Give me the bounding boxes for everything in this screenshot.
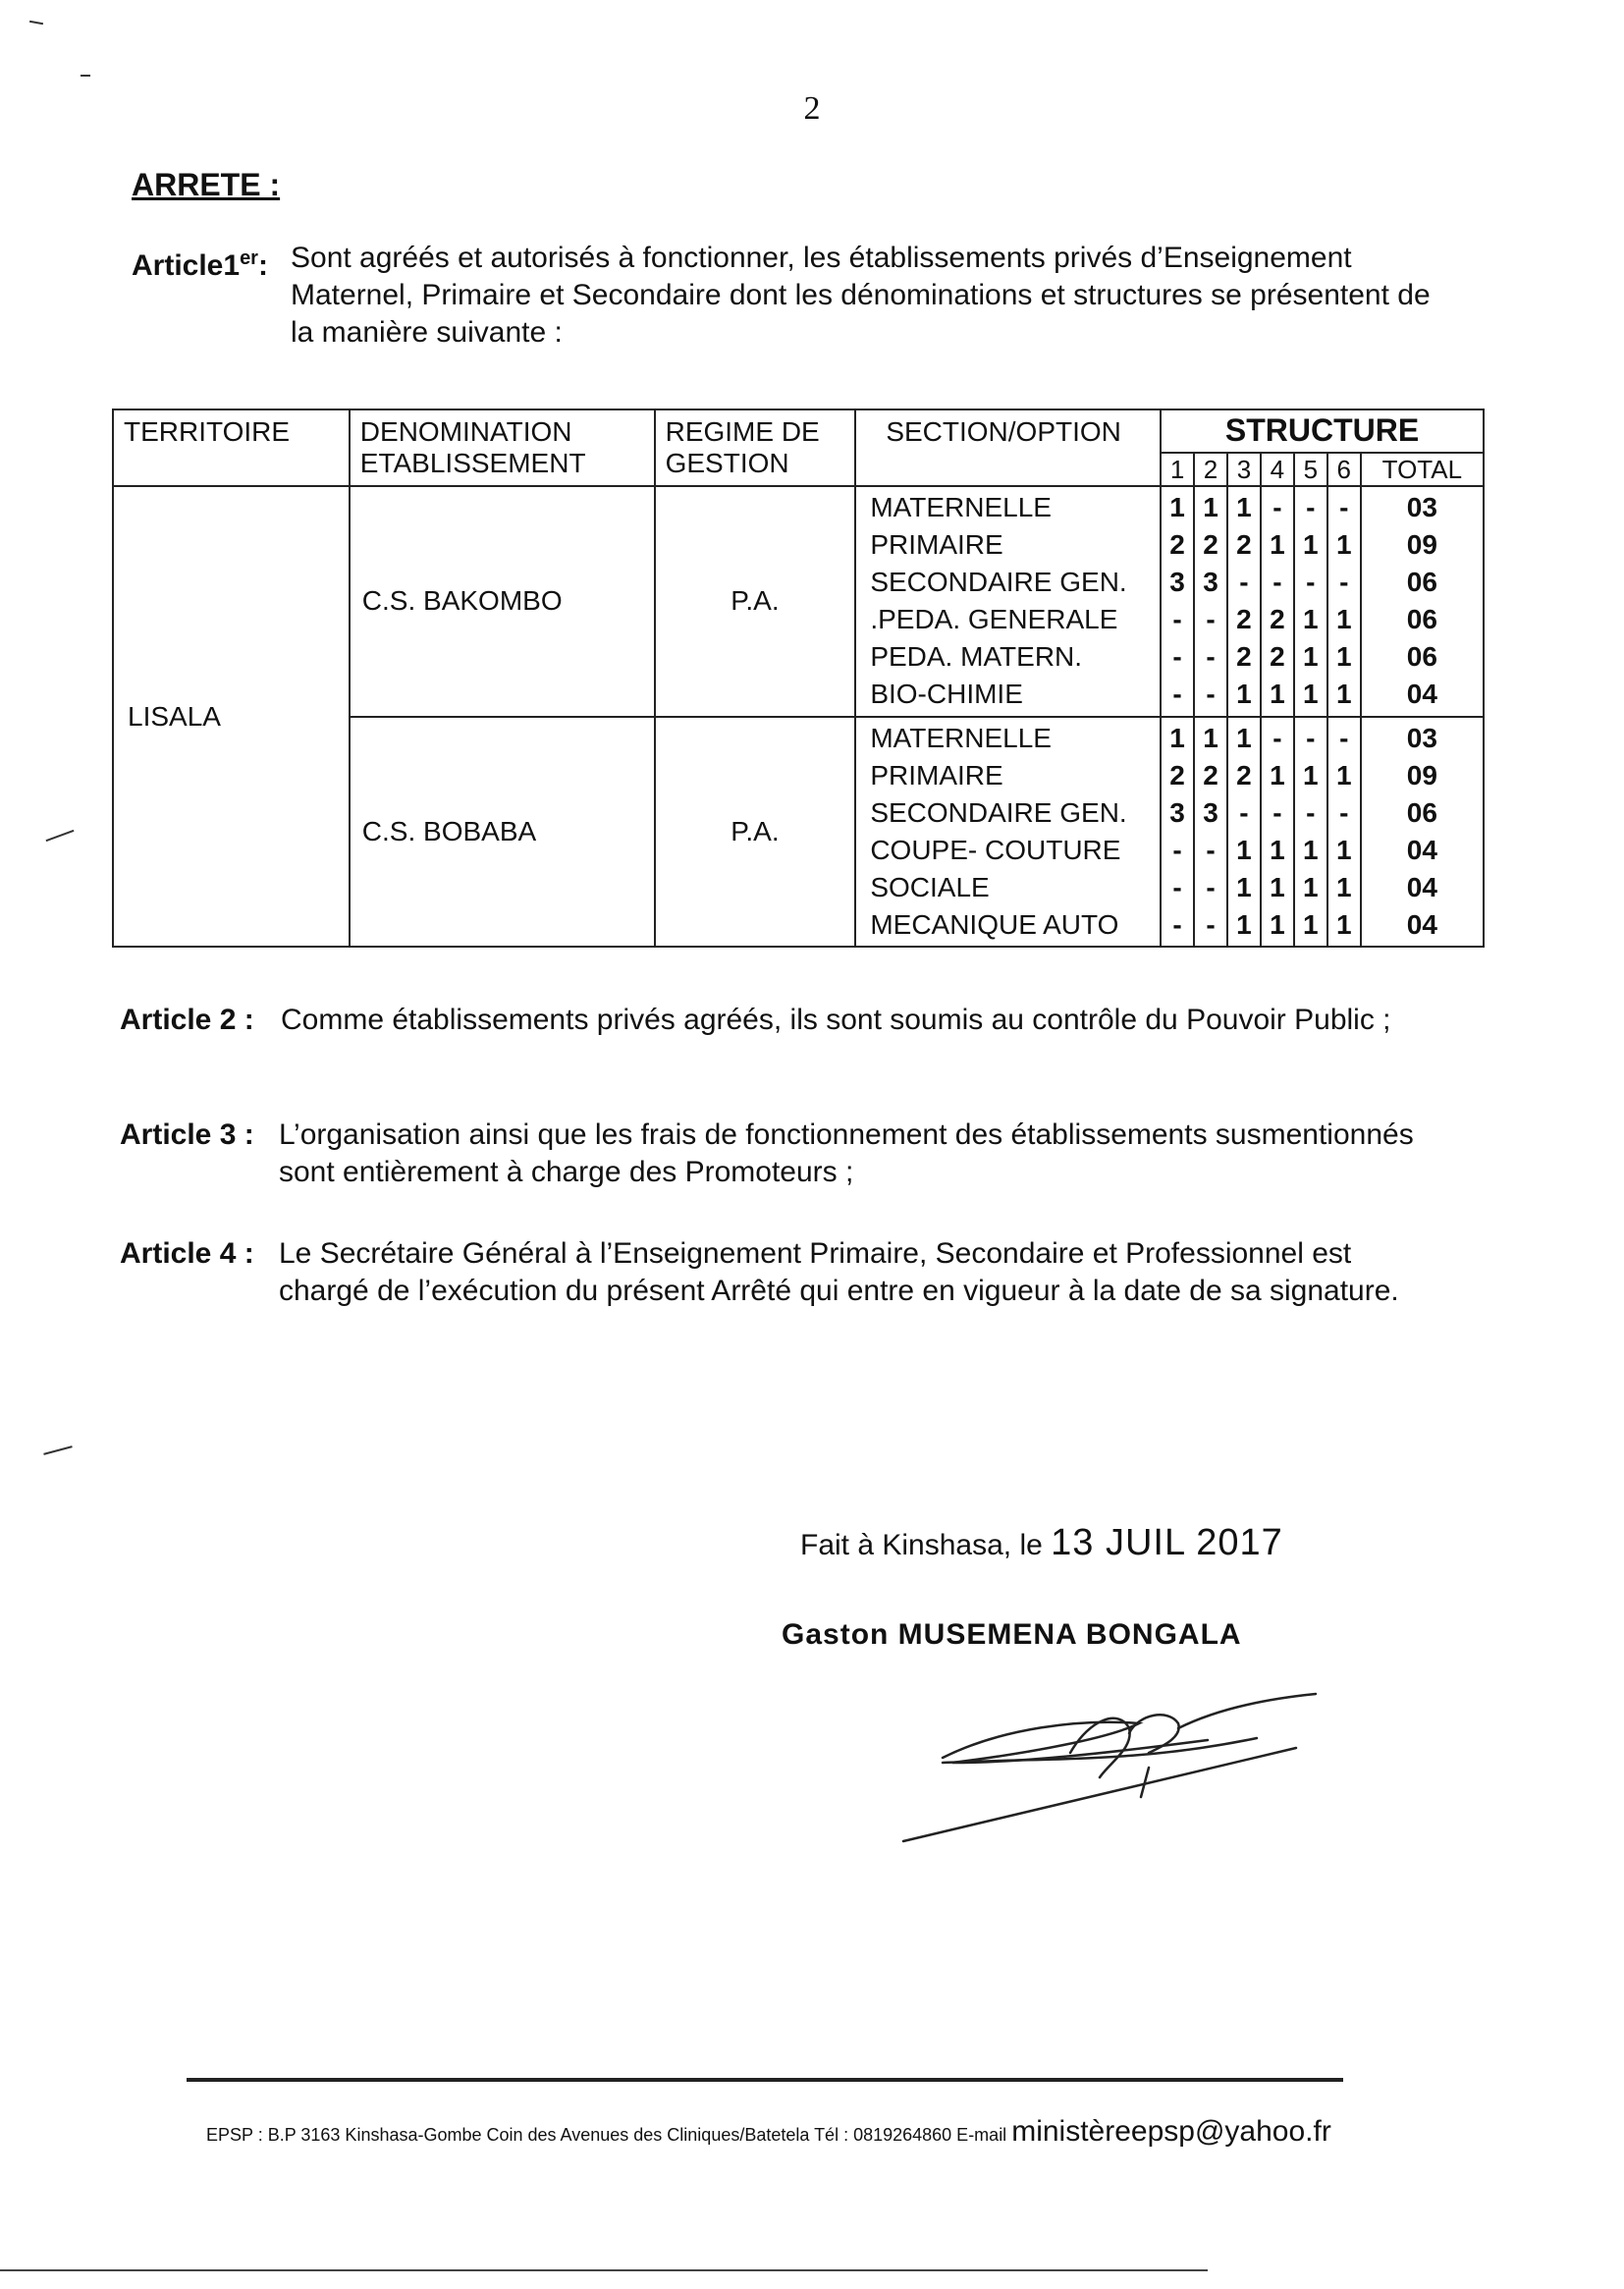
year-value: 1 — [1236, 679, 1252, 709]
year-value: 1 — [1203, 722, 1218, 753]
year-value: 3 — [1203, 567, 1218, 597]
option-label: MATERNELLE — [870, 492, 1052, 522]
year-column — [1194, 486, 1227, 717]
year-value: 1 — [1270, 759, 1285, 790]
page-number: 2 — [803, 90, 821, 127]
scan-mark — [29, 21, 43, 25]
year-value: 2 — [1236, 759, 1252, 790]
year-value: - — [1206, 679, 1216, 709]
year-value: 1 — [1270, 679, 1285, 709]
scan-mark — [81, 75, 90, 77]
article-1-label: Article1er: — [132, 247, 268, 282]
year-value: - — [1206, 604, 1216, 634]
year-value: - — [1272, 722, 1282, 753]
year-value: - — [1172, 871, 1182, 902]
year-value: - — [1339, 567, 1349, 597]
year-value: 2 — [1270, 604, 1285, 634]
year-value: - — [1306, 567, 1316, 597]
header-structure: STRUCTURE — [1161, 409, 1484, 453]
total-value: 04 — [1406, 908, 1437, 940]
place-date — [800, 1522, 1283, 1564]
year-value: 1 — [1303, 908, 1319, 940]
year-value: - — [1239, 567, 1249, 597]
total-value: 06 — [1406, 567, 1437, 597]
year-value: - — [1206, 908, 1216, 940]
option-label: COUPE- COUTURE — [870, 834, 1121, 865]
year-value: - — [1306, 492, 1316, 522]
year-column — [1261, 486, 1294, 717]
article-1-text: Sont agréés et autorisés à fonctionner, les établissements privés d’Enseignement Maternel, Primaire et Secondaire dont les dénominations et structures se présentent de la manière suivante : — [291, 242, 1431, 349]
year-value: 1 — [1169, 722, 1185, 753]
total-value: 03 — [1406, 722, 1437, 753]
year-value: 1 — [1335, 679, 1352, 709]
article-2-text: Comme établissements privés agréés, ils sont soumis au contrôle du Pouvoir Public ; — [281, 1004, 1391, 1036]
year-value: 1 — [1303, 604, 1319, 634]
total-value: 04 — [1406, 679, 1437, 709]
total-value: 03 — [1406, 492, 1437, 522]
total-value: 06 — [1406, 641, 1437, 672]
year-value: 1 — [1203, 492, 1218, 522]
year-value: 2 — [1169, 529, 1185, 560]
year-value: 1 — [1270, 834, 1285, 865]
option-label: PRIMAIRE — [870, 759, 1003, 790]
option-label: SECONDAIRE GEN. — [870, 567, 1127, 597]
total-value: 06 — [1406, 796, 1437, 828]
year-value: 1 — [1236, 908, 1252, 940]
year-column — [1327, 717, 1361, 948]
territory-cell: LISALA — [113, 486, 350, 947]
option-label: PRIMAIRE — [870, 529, 1003, 560]
year-column — [1227, 486, 1261, 717]
year-value: - — [1339, 492, 1349, 522]
year-value: 2 — [1270, 641, 1285, 672]
article-3-label: Article 3 : — [120, 1118, 254, 1151]
year-value: 1 — [1335, 759, 1352, 790]
header-year-4: 4 — [1261, 453, 1294, 486]
year-value: 1 — [1270, 871, 1285, 902]
option-label: MATERNELLE — [870, 722, 1052, 753]
year-value: 2 — [1169, 759, 1185, 790]
year-column — [1161, 486, 1194, 717]
structure-table — [112, 409, 1485, 948]
year-value: - — [1306, 796, 1316, 828]
year-value: 1 — [1335, 604, 1352, 634]
total-value: 09 — [1406, 529, 1437, 560]
footer-email: ministèreepsp@yahoo.fr — [1011, 2115, 1331, 2148]
place-prefix: Fait à Kinshasa, le — [800, 1529, 1043, 1561]
year-value: 3 — [1169, 567, 1185, 597]
option-label: SOCIALE — [870, 871, 990, 902]
header-total: TOTAL — [1361, 453, 1484, 486]
footer-address — [206, 2115, 1331, 2149]
option-label: SECONDAIRE GEN. — [870, 796, 1127, 828]
scan-mark — [43, 1445, 72, 1455]
year-value: - — [1272, 796, 1282, 828]
year-value: 2 — [1203, 529, 1218, 560]
year-value: 1 — [1236, 722, 1252, 753]
year-value: - — [1172, 908, 1182, 940]
school-name: C.S. BAKOMBO — [350, 486, 655, 717]
school-regime: P.A. — [655, 717, 856, 948]
year-value: 2 — [1236, 529, 1252, 560]
year-value: 1 — [1335, 908, 1352, 940]
total-value: 09 — [1406, 759, 1437, 790]
year-column — [1327, 486, 1361, 717]
year-value: 2 — [1236, 604, 1252, 634]
year-column — [1294, 717, 1327, 948]
year-value: 3 — [1169, 796, 1185, 828]
signatory-name: Gaston MUSEMENA BONGALA — [782, 1618, 1242, 1651]
year-value: 3 — [1203, 796, 1218, 828]
total-value: 04 — [1406, 834, 1437, 865]
year-value: - — [1206, 871, 1216, 902]
header-denomination: DENOMINATION ETABLISSEMENT — [350, 409, 655, 486]
total-column — [1361, 486, 1484, 717]
year-value: 1 — [1335, 871, 1352, 902]
year-value: 2 — [1236, 641, 1252, 672]
year-value: 1 — [1270, 908, 1285, 940]
year-value: 1 — [1335, 641, 1352, 672]
year-column — [1261, 717, 1294, 948]
year-value: 1 — [1303, 759, 1319, 790]
year-value: 1 — [1303, 641, 1319, 672]
year-value: - — [1172, 604, 1182, 634]
year-value: 1 — [1236, 871, 1252, 902]
signature-date: 13 JUIL 2017 — [1051, 1522, 1283, 1563]
header-year-5: 5 — [1294, 453, 1327, 486]
year-value: - — [1206, 834, 1216, 865]
year-value: 1 — [1303, 834, 1319, 865]
year-column — [1227, 717, 1261, 948]
header-year-1: 1 — [1161, 453, 1194, 486]
footer-address-text: EPSP : B.P 3163 Kinshasa-Gombe Coin des Avenues des Cliniques/Batetela Tél : 0819264860 E-mail — [206, 2125, 1007, 2145]
year-column — [1194, 717, 1227, 948]
year-value: 1 — [1335, 834, 1352, 865]
article-4-label: Article 4 : — [120, 1237, 254, 1270]
article-2-label: Article 2 : — [120, 1004, 254, 1036]
year-value: 1 — [1236, 834, 1252, 865]
year-value: - — [1339, 796, 1349, 828]
option-list — [855, 717, 1161, 948]
year-value: - — [1172, 834, 1182, 865]
year-value: 1 — [1236, 492, 1252, 522]
header-year-3: 3 — [1227, 453, 1261, 486]
option-label: MECANIQUE AUTO — [870, 908, 1119, 940]
total-value: 06 — [1406, 604, 1437, 634]
school-row — [113, 486, 1484, 717]
header-regime: REGIME DE GESTION — [655, 409, 856, 486]
year-column — [1294, 486, 1327, 717]
total-column — [1361, 717, 1484, 948]
year-value: - — [1272, 492, 1282, 522]
year-value: 1 — [1169, 492, 1185, 522]
header-territory: TERRITOIRE — [113, 409, 350, 486]
year-value: - — [1206, 641, 1216, 672]
year-column — [1161, 717, 1194, 948]
year-value: 1 — [1335, 529, 1352, 560]
header-section: SECTION/OPTION — [855, 409, 1161, 486]
school-regime: P.A. — [655, 486, 856, 717]
scan-mark — [46, 830, 75, 842]
year-value: - — [1172, 641, 1182, 672]
year-value: 1 — [1303, 679, 1319, 709]
arrete-heading: ARRETE : — [132, 167, 281, 202]
option-label: PEDA. MATERN. — [870, 641, 1083, 672]
year-value: 1 — [1270, 529, 1285, 560]
year-value: 1 — [1303, 871, 1319, 902]
option-list — [855, 486, 1161, 717]
header-year-2: 2 — [1194, 453, 1227, 486]
header-year-6: 6 — [1327, 453, 1361, 486]
year-value: - — [1172, 679, 1182, 709]
footer-rule — [187, 2078, 1343, 2082]
option-label: BIO-CHIMIE — [870, 679, 1023, 709]
total-value: 04 — [1406, 871, 1437, 902]
option-label: .PEDA. GENERALE — [870, 604, 1118, 634]
school-name: C.S. BOBABA — [350, 717, 655, 948]
article-4-text: Le Secrétaire Général à l’Enseignement Primaire, Secondaire et Professionnel est chargé de l’exécution du présent Arrêté qui entre en vigueur à la date de sa signature. — [279, 1237, 1399, 1307]
year-value: - — [1306, 722, 1316, 753]
bottom-rule — [0, 2269, 1208, 2271]
year-value: 2 — [1203, 759, 1218, 790]
year-value: 1 — [1303, 529, 1319, 560]
year-value: - — [1272, 567, 1282, 597]
handwritten-signature — [884, 1669, 1434, 1866]
article-3-text: L’organisation ainsi que les frais de fonctionnement des établissements susmentionnés sont entièrement à charge des Promoteurs ; — [279, 1118, 1414, 1188]
year-value: - — [1339, 722, 1349, 753]
year-value: - — [1239, 796, 1249, 828]
